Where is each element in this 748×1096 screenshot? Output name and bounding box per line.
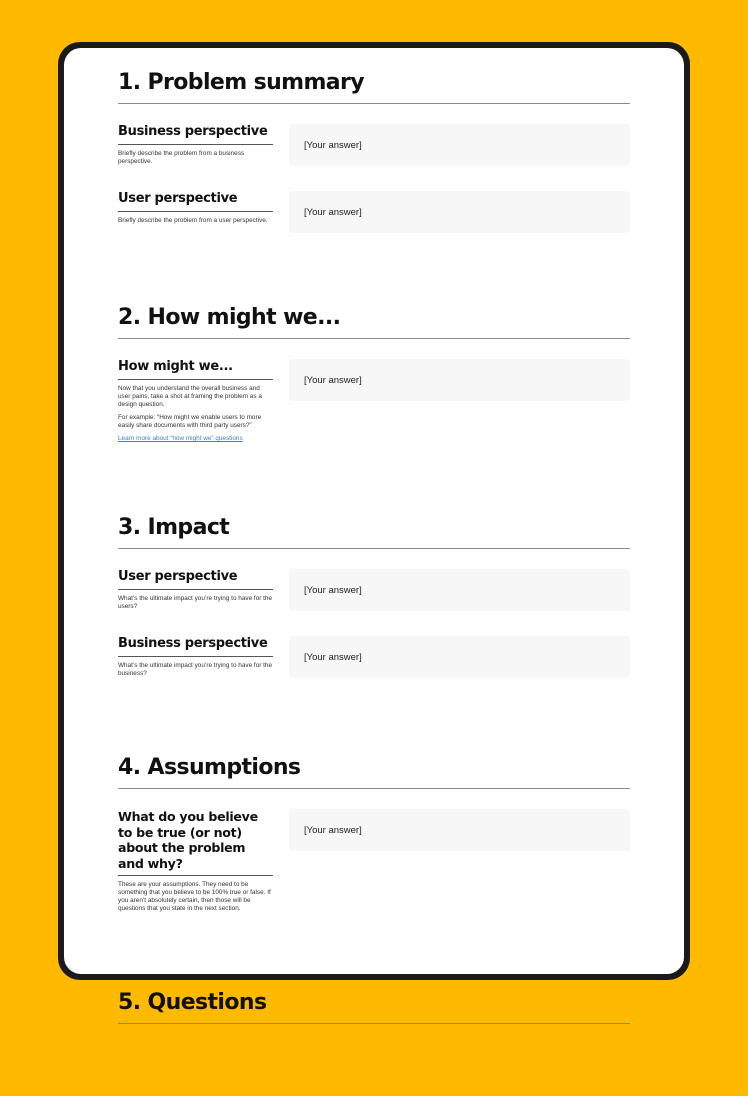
description-text: What’s the ultimate impact you’re trying to have for the users? [118,595,273,610]
section-title: 4. Assumptions [118,755,630,789]
question-description [118,217,273,225]
section-title: 5. Questions [118,990,630,1024]
question-title: What do you believe to be true (or not) about the problem and why? [118,809,273,876]
question-description [118,150,273,166]
question-description [118,595,273,611]
description-text: For example: “How might we enable users to more easily share documents with third party users?” [118,414,262,429]
question-description [118,662,273,678]
answer-field[interactable]: [Your answer] [289,124,630,166]
document-frame [58,42,690,1015]
question-label [118,124,273,171]
section-title: 2. How might we... [118,305,630,339]
question-description [118,881,273,913]
description-text: Now that you understand the overall business and user pains, take a shot at framing the problem as a design question. [118,385,262,408]
question-row [118,124,630,171]
section-title: 1. Problem summary [118,70,630,104]
section-assumptions [118,755,630,918]
question-row [118,191,630,233]
question-row [118,636,630,683]
description-text: What’s the ultimate impact you’re trying to have for the business? [118,662,273,677]
answer-field[interactable]: [Your answer] [289,191,630,233]
learn-more-link[interactable]: Learn more about “how might we” questions [118,435,243,442]
description-text: Briefly describe the problem from a user perspective. [118,217,268,224]
section-impact [118,515,630,683]
question-title: How might we... [118,359,273,380]
description-text: Briefly describe the problem from a business perspective. [118,150,245,165]
answer-field[interactable]: [Your answer] [289,809,630,851]
question-row [118,809,630,918]
question-title: Business perspective [118,124,273,145]
answer-field[interactable]: [Your answer] [289,569,630,611]
section-problem-summary [118,70,630,233]
section-title: 3. Impact [118,515,630,549]
question-label [118,569,273,616]
question-label [118,636,273,683]
question-title: Business perspective [118,636,273,657]
section-how-might-we [118,305,630,443]
document-sheet [64,48,684,1015]
question-label [118,809,273,918]
question-row [118,569,630,616]
question-label [118,359,273,443]
answer-field[interactable]: [Your answer] [289,359,630,401]
question-title: User perspective [118,191,273,212]
question-label [118,191,273,233]
document-content [118,70,630,1096]
question-description [118,385,273,443]
question-row [118,359,630,443]
answer-field[interactable]: [Your answer] [289,636,630,678]
question-title: User perspective [118,569,273,590]
section-questions [118,990,630,1024]
description-text: These are your assumptions. They need to be something that you believe to be 100% true or false. If you aren’t absolutely certain, then those will be questions that you state in the next section. [118,881,271,912]
